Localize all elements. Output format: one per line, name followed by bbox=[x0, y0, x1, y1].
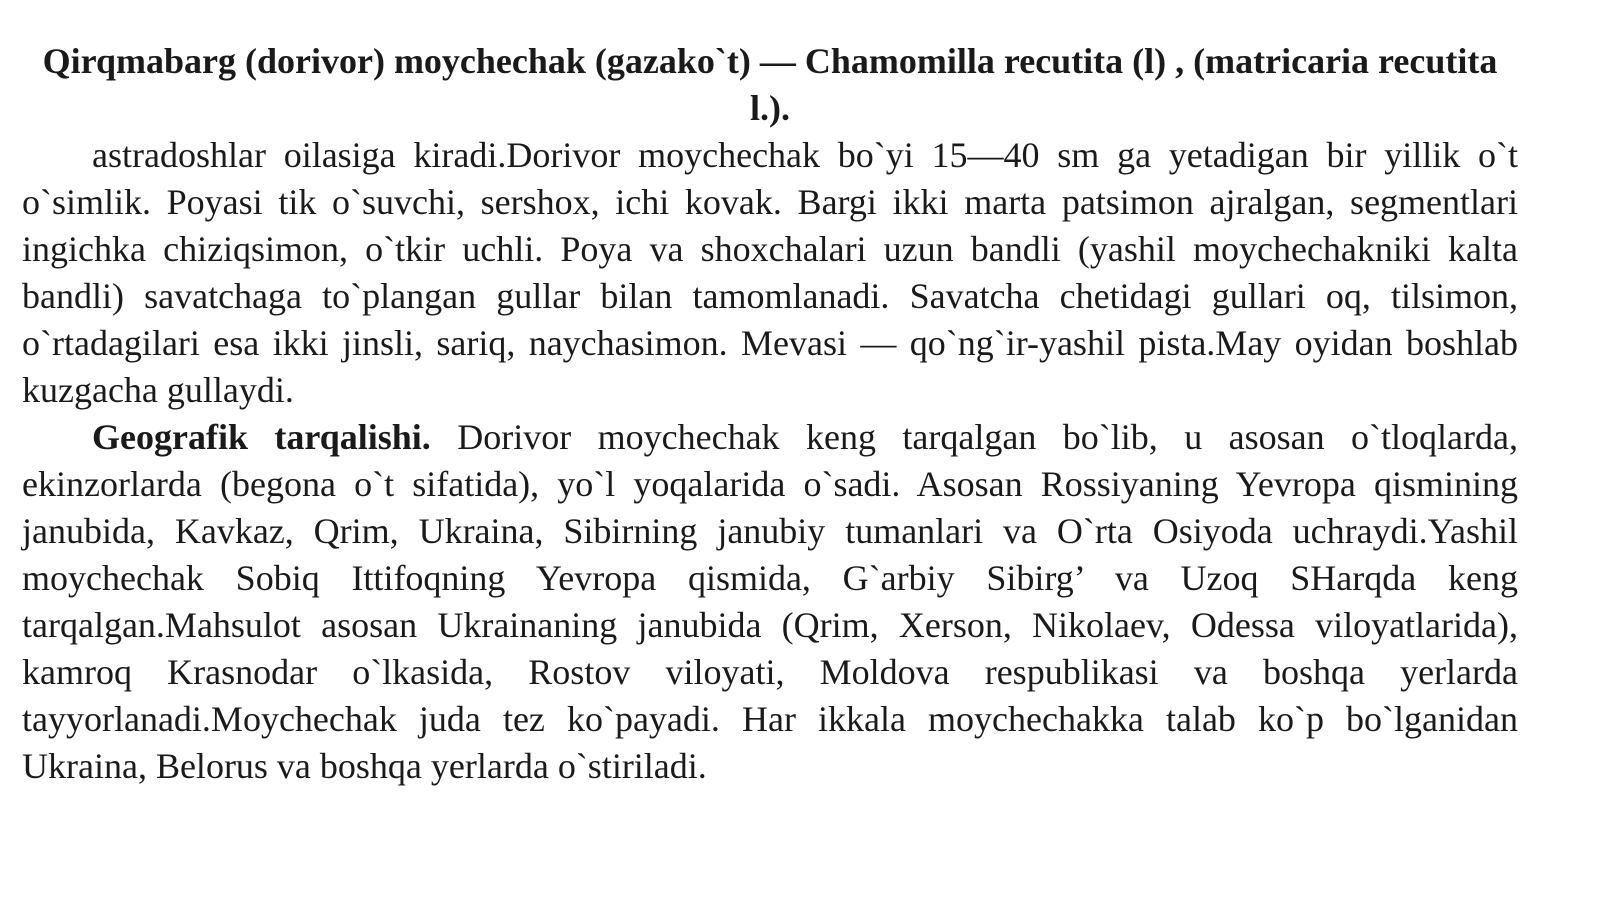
document-title: Qirqmabarg (dorivor) moychechak (gazako`t) — Chamomilla recutita (l) , (matricaria recutita l.). bbox=[42, 41, 1498, 128]
paragraph-geography-text: Dorivor moychechak keng tarqalgan bo`lib, u asosan o`tloqlarda, ekinzorlarda (begona o`t sifatida), yo`l yoqalarida o`sadi. Asosan Rossiyaning Yevropa qismining janubida, Kavkaz, Qrim, Ukraina, Sibirning janubiy tumanlari va O`rta Osiyoda uchraydi.Yashil moychechak Sobiq Ittifoqning Yevropa qismida, G`arbiy Sibirg’ va Uzoq SHarqda keng tarqalgan.Mahsulot asosan Ukrainaning janubida (Qrim, Xerson, Nikolaev, Odessa viloyatlarida), kamroq Krasnodar o`lkasida, Rostov viloyati, Moldova respublikasi va boshqa yerlarda tayyorlanadi.Moychechak juda tez ko`payadi. Har ikkala moychechakka talab ko`p bo`lganidan Ukraina, Belorus va boshqa yerlarda o`stiriladi. bbox=[22, 417, 1518, 786]
paragraph-description bbox=[22, 132, 1518, 414]
paragraph-geography bbox=[22, 414, 1518, 790]
document-page bbox=[22, 38, 1518, 790]
paragraph-geography-heading: Geografik tarqalishi. bbox=[92, 417, 431, 457]
paragraph-description-text: astradoshlar oilasiga kiradi.Dorivor moychechak bo`yi 15—40 sm ga yetadigan bir yillik o`t o`simlik. Poyasi tik o`suvchi, sershox, ichi kovak. Bargi ikki marta patsimon ajralgan, segmentlari ingichka chiziqsimon, o`tkir uchli. Poya va shoxchalari uzun bandli (yashil moychechakniki kalta bandli) savatchaga to`plangan gullar bilan tamomlanadi. Savatcha chetidagi gullari oq, tilsimon, o`rtadagilari esa ikki jinsli, sariq, naychasimon. Mevasi — qo`ng`ir-yashil pista.May oyidan boshlab kuzgacha gullaydi. bbox=[22, 135, 1518, 410]
